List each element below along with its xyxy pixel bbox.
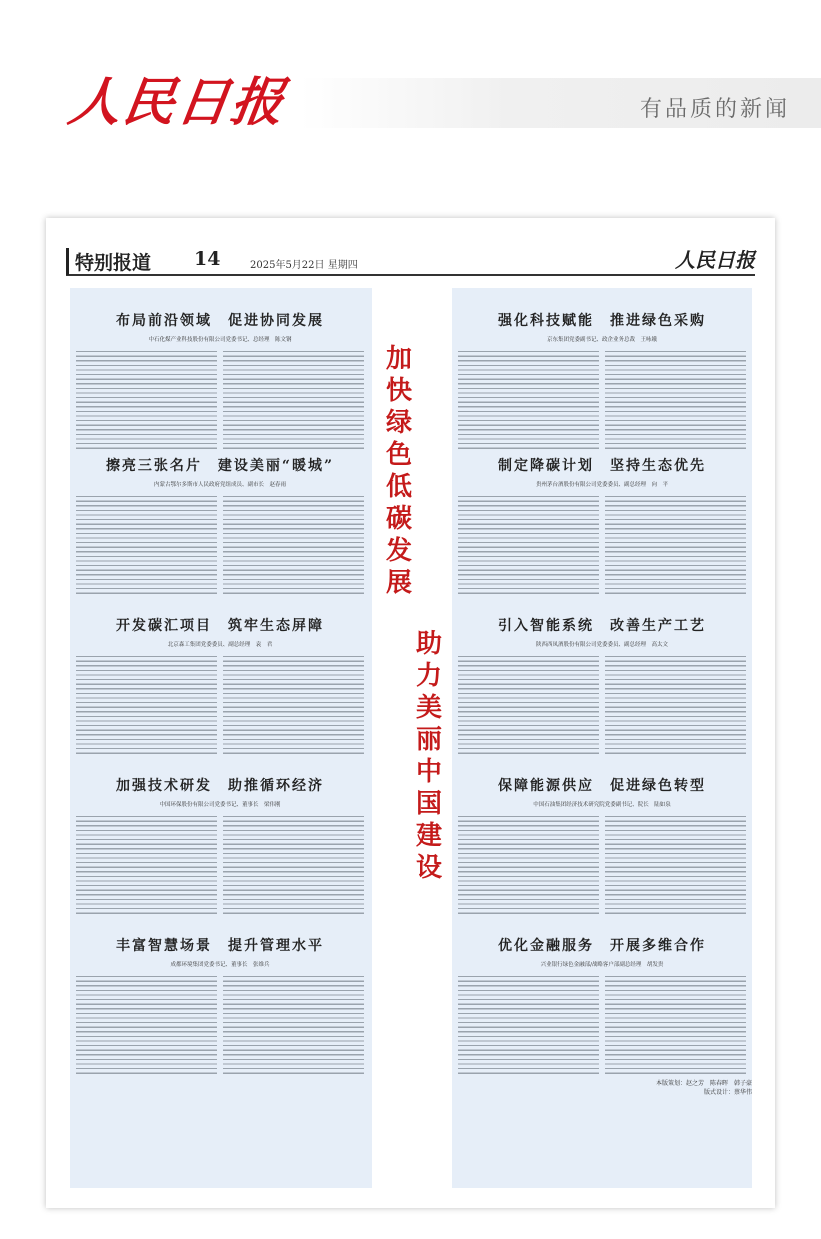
article-title: 布局前沿领域 促进协同发展 — [116, 313, 324, 329]
article[interactable] — [452, 288, 752, 451]
site-header — [0, 0, 821, 150]
article-body — [458, 496, 746, 596]
article[interactable] — [70, 433, 370, 596]
article-title: 加强技术研发 助推循环经济 — [116, 778, 324, 794]
article-body — [458, 656, 746, 756]
newspaper-page — [46, 218, 775, 1208]
article-body — [76, 496, 364, 596]
article-body — [76, 656, 364, 756]
article[interactable] — [452, 753, 752, 916]
article[interactable] — [70, 913, 370, 1076]
article[interactable] — [452, 913, 752, 1076]
article[interactable] — [452, 593, 752, 756]
article-title: 制定降碳计划 坚持生态优先 — [498, 458, 706, 474]
credits-design: 版式设计：蔡华伟 — [703, 1089, 752, 1096]
masthead-logo: 人民日报 — [675, 248, 755, 272]
article-title: 保障能源供应 促进绿色转型 — [498, 778, 706, 794]
article-byline: 成都环境集团党委书记、董事长 张维兵 — [170, 962, 270, 968]
article-body — [458, 816, 746, 916]
article-title: 擦亮三张名片 建设美丽“暖城” — [105, 458, 335, 474]
article-byline: 京东集团党委副书记、政企业务总裁 王咏娥 — [546, 337, 657, 343]
article-title: 优化金融服务 开展多维合作 — [498, 938, 706, 954]
article-area — [70, 288, 752, 1188]
article-byline: 中国环保股份有限公司党委书记、董事长 梁伟刚 — [159, 802, 281, 808]
article-body — [76, 816, 364, 916]
publish-date: 2025年5月22日 星期四 — [250, 260, 358, 271]
article-title: 引入智能系统 改善生产工艺 — [498, 618, 706, 634]
article-byline: 中石化煤产业科技股份有限公司党委书记、总经理 陈文钢 — [148, 337, 292, 343]
article-byline: 贵州茅台酒股份有限公司党委委员、副总经理 向 平 — [535, 482, 668, 488]
article[interactable] — [452, 433, 752, 596]
page-masthead — [66, 246, 755, 276]
article-byline: 兴业银行绿色金融部/战略客户部副总经理 胡发贵 — [540, 962, 664, 968]
headline-part-1: 加快绿色低碳发展 — [386, 344, 413, 598]
headline-part-2: 助力美丽中国建设 — [416, 629, 443, 883]
article-body — [458, 976, 746, 1076]
header-slogan: 有品质的新闻 — [640, 97, 791, 122]
article-title: 丰富智慧场景 提升管理水平 — [116, 938, 324, 954]
center-headline — [372, 288, 452, 1188]
article[interactable] — [70, 753, 370, 916]
article-byline: 中国石油集团经济技术研究院党委副书记、院长 陆如泉 — [533, 802, 671, 808]
page-credits — [452, 1078, 752, 1096]
article[interactable] — [70, 593, 370, 756]
article-title: 强化科技赋能 推进绿色采购 — [498, 313, 706, 329]
article-byline: 陕西西凤酒股份有限公司党委委员、副总经理 高太文 — [535, 642, 668, 648]
people-daily-logo[interactable]: 人民日报 — [64, 72, 290, 133]
article-body — [76, 976, 364, 1076]
article[interactable] — [70, 288, 370, 451]
page-number: 14 — [194, 248, 221, 270]
article-title: 开发碳汇项目 筑牢生态屏障 — [116, 618, 324, 634]
credits-planning: 本版策划：赵之芳 陈春晖 韩子豪 — [655, 1080, 752, 1087]
article-byline: 北京森工集团党委委员、副总经理 袁 君 — [167, 642, 273, 648]
article-byline: 内蒙古鄂尔多斯市人民政府党组成员、副市长 赵春雨 — [153, 482, 286, 488]
section-title: 特别报道 — [66, 248, 151, 275]
